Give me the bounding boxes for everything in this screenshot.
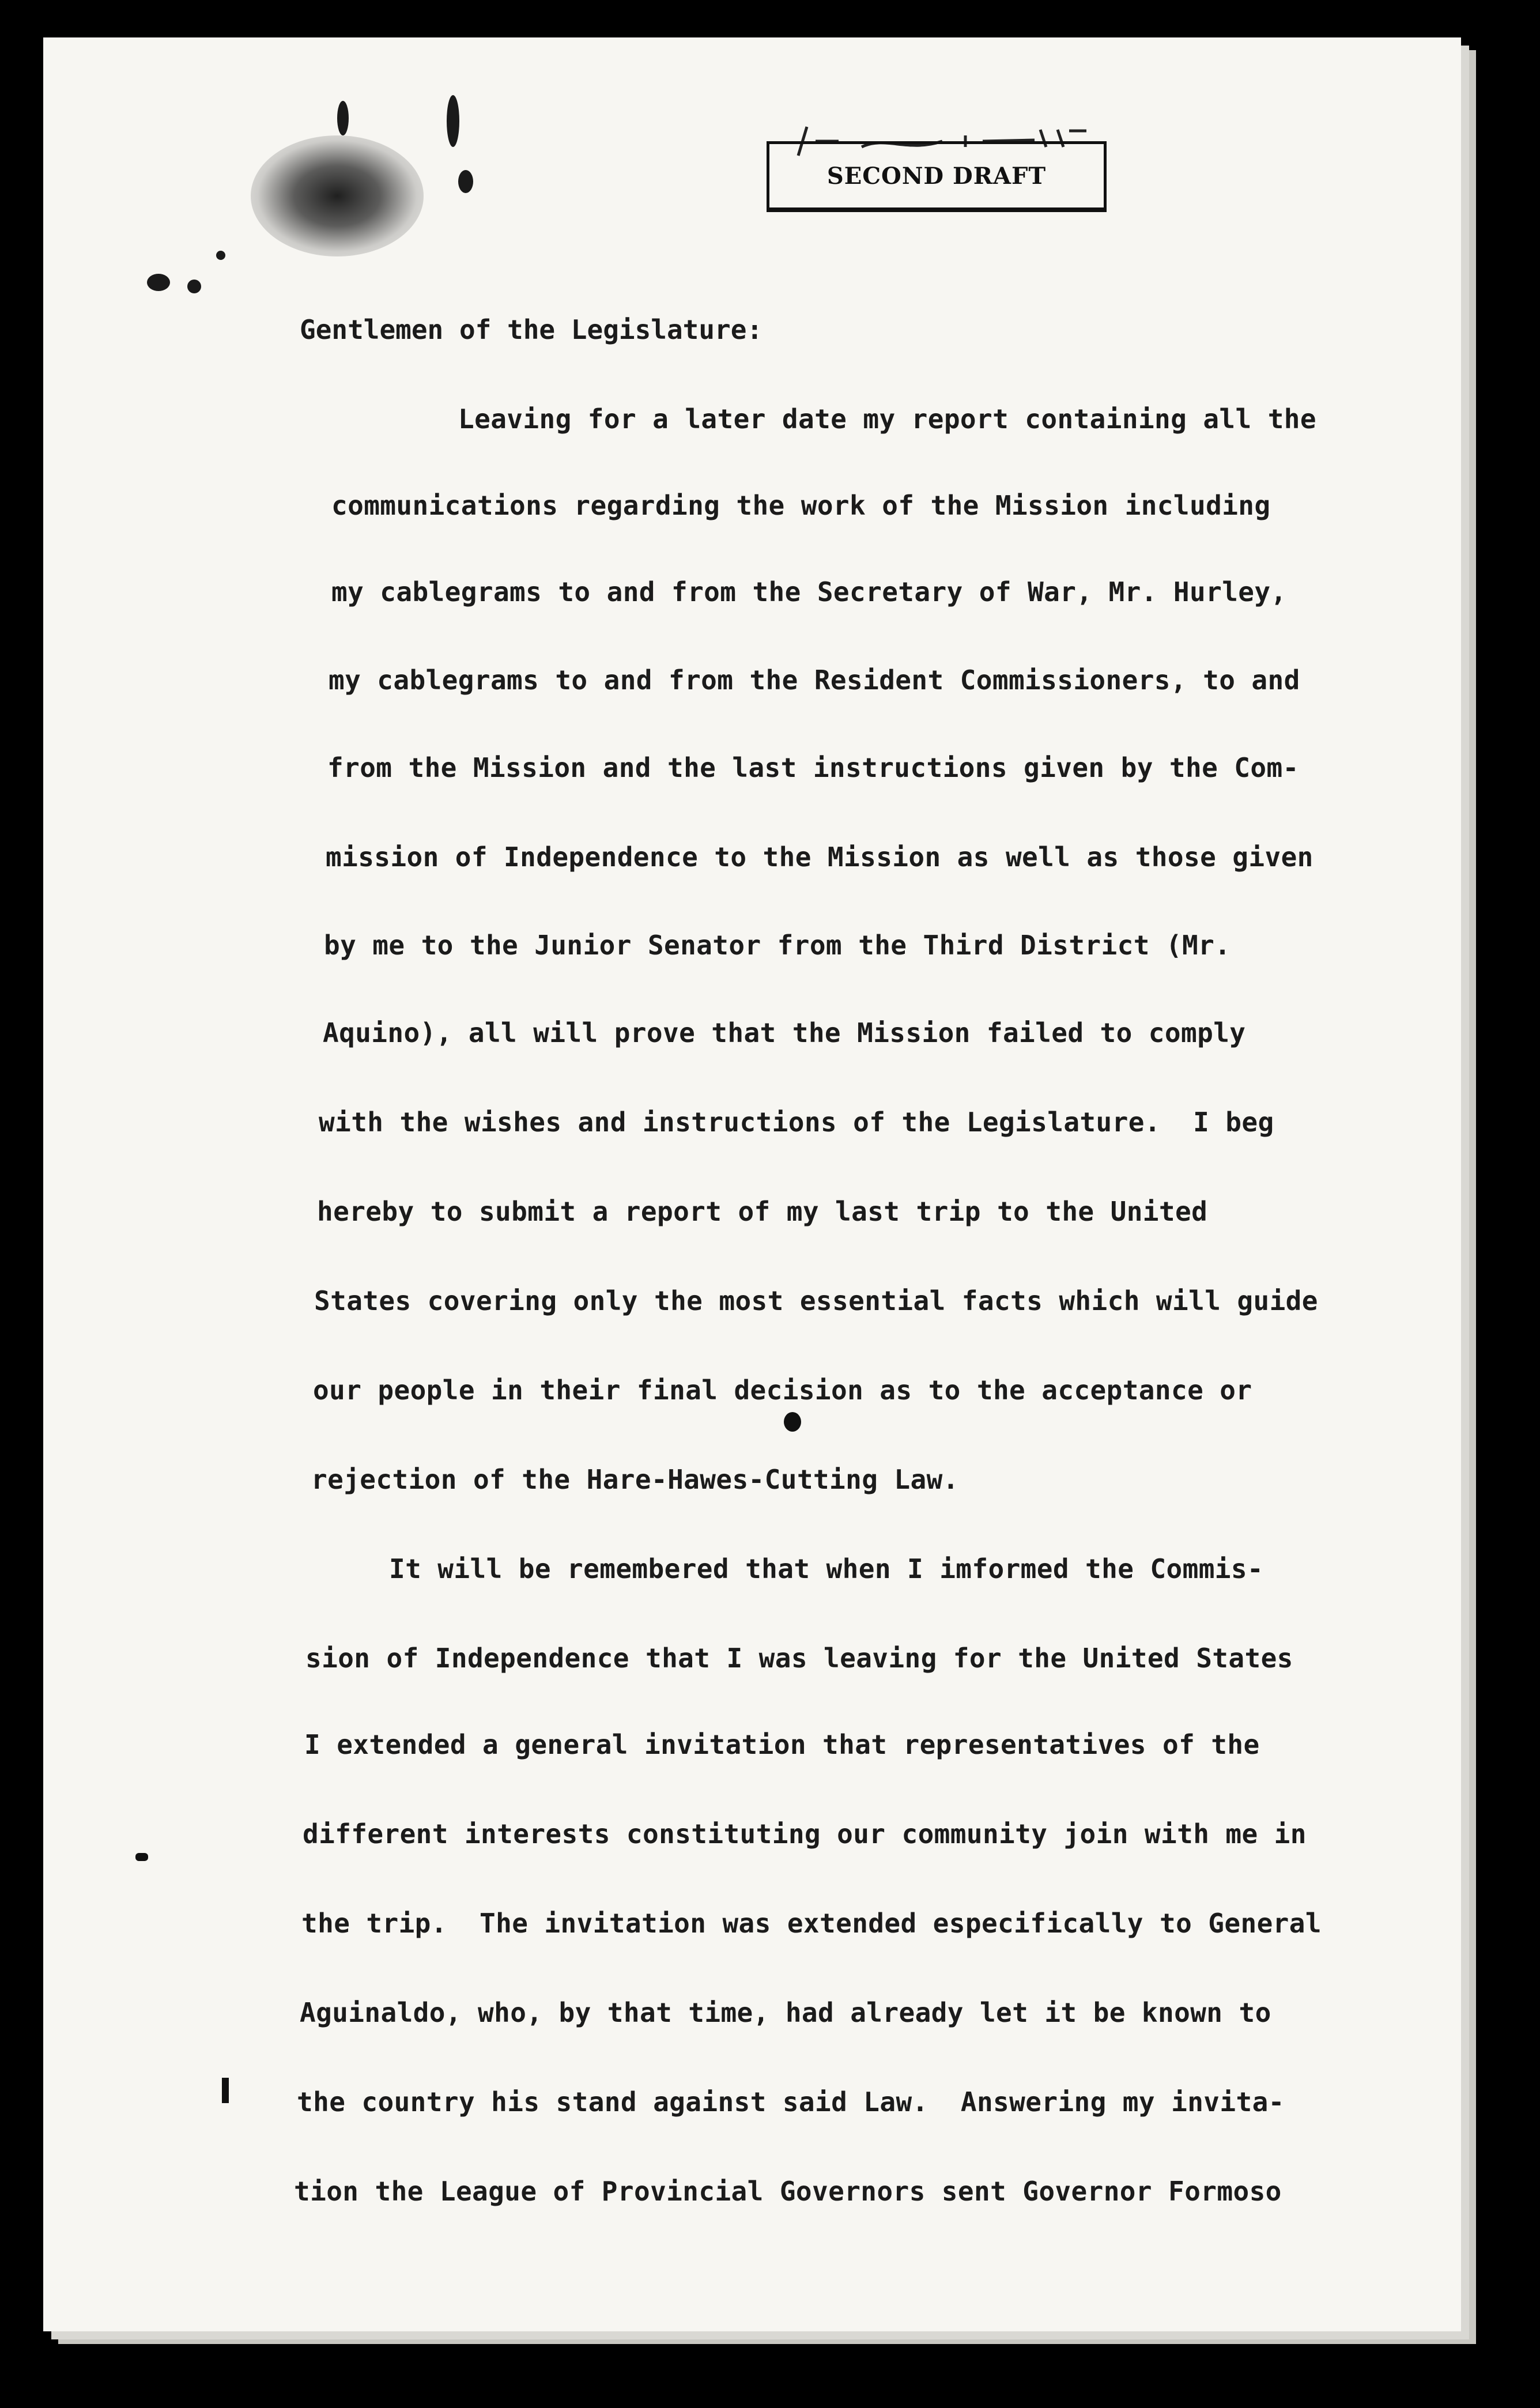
- body-line: communications regarding the work of the Mission including: [331, 490, 1271, 521]
- body-line: mission of Independence to the Mission as well as those given: [326, 841, 1313, 873]
- body-line: my cablegrams to and from the Resident Commissioners, to and: [329, 665, 1300, 696]
- ink-speck: [447, 95, 459, 147]
- draft-stamp: [767, 141, 1107, 212]
- body-line: I extended a general invitation that representatives of the: [304, 1729, 1260, 1760]
- body-line: our people in their final decision as to the acceptance or: [313, 1375, 1252, 1406]
- body-line: the trip. The invitation was extended especifically to General: [301, 1908, 1322, 1939]
- body-line: hereby to submit a report of my last trip to the United: [317, 1196, 1208, 1227]
- body-line: States covering only the most essential facts which will guide: [314, 1285, 1318, 1316]
- body-line: Aquino), all will prove that the Mission failed to comply: [323, 1017, 1246, 1048]
- margin-mark: [784, 1412, 801, 1432]
- document-page: [43, 37, 1461, 2331]
- body-line: Aguinaldo, who, by that time, had already let it be known to: [300, 1997, 1271, 2028]
- ink-speck: [337, 101, 349, 135]
- body-line: sion of Independence that I was leaving for the United States: [305, 1643, 1293, 1674]
- body-line: It will be remembered that when I imformed the Commis-: [389, 1553, 1264, 1584]
- ink-speck: [216, 251, 225, 260]
- body-line: different interests constituting our community join with me in: [303, 1818, 1307, 1850]
- body-line: Leaving for a later date my report containing all the: [458, 403, 1316, 435]
- ink-speck: [458, 170, 473, 193]
- body-line: the country his stand against said Law. Answering my invita-: [297, 2086, 1285, 2118]
- body-line: by me to the Junior Senator from the Third District (Mr.: [324, 930, 1231, 961]
- body-line: from the Mission and the last instructions given by the Com-: [327, 752, 1299, 783]
- ink-stain: [251, 135, 424, 256]
- draft-stamp-label: SECOND DRAFT: [826, 162, 1047, 190]
- margin-mark: [222, 2078, 229, 2103]
- body-line: with the wishes and instructions of the Legislature. I beg: [319, 1107, 1274, 1138]
- ink-speck: [147, 274, 170, 291]
- margin-mark: [135, 1853, 148, 1861]
- body-line: tion the League of Provincial Governors sent Governor Formoso: [294, 2176, 1282, 2207]
- salutation: Gentlemen of the Legislature:: [300, 314, 763, 345]
- body-line: rejection of the Hare-Hawes-Cutting Law.: [311, 1464, 959, 1495]
- ink-speck: [187, 280, 201, 293]
- body-line: my cablegrams to and from the Secretary of War, Mr. Hurley,: [331, 576, 1287, 607]
